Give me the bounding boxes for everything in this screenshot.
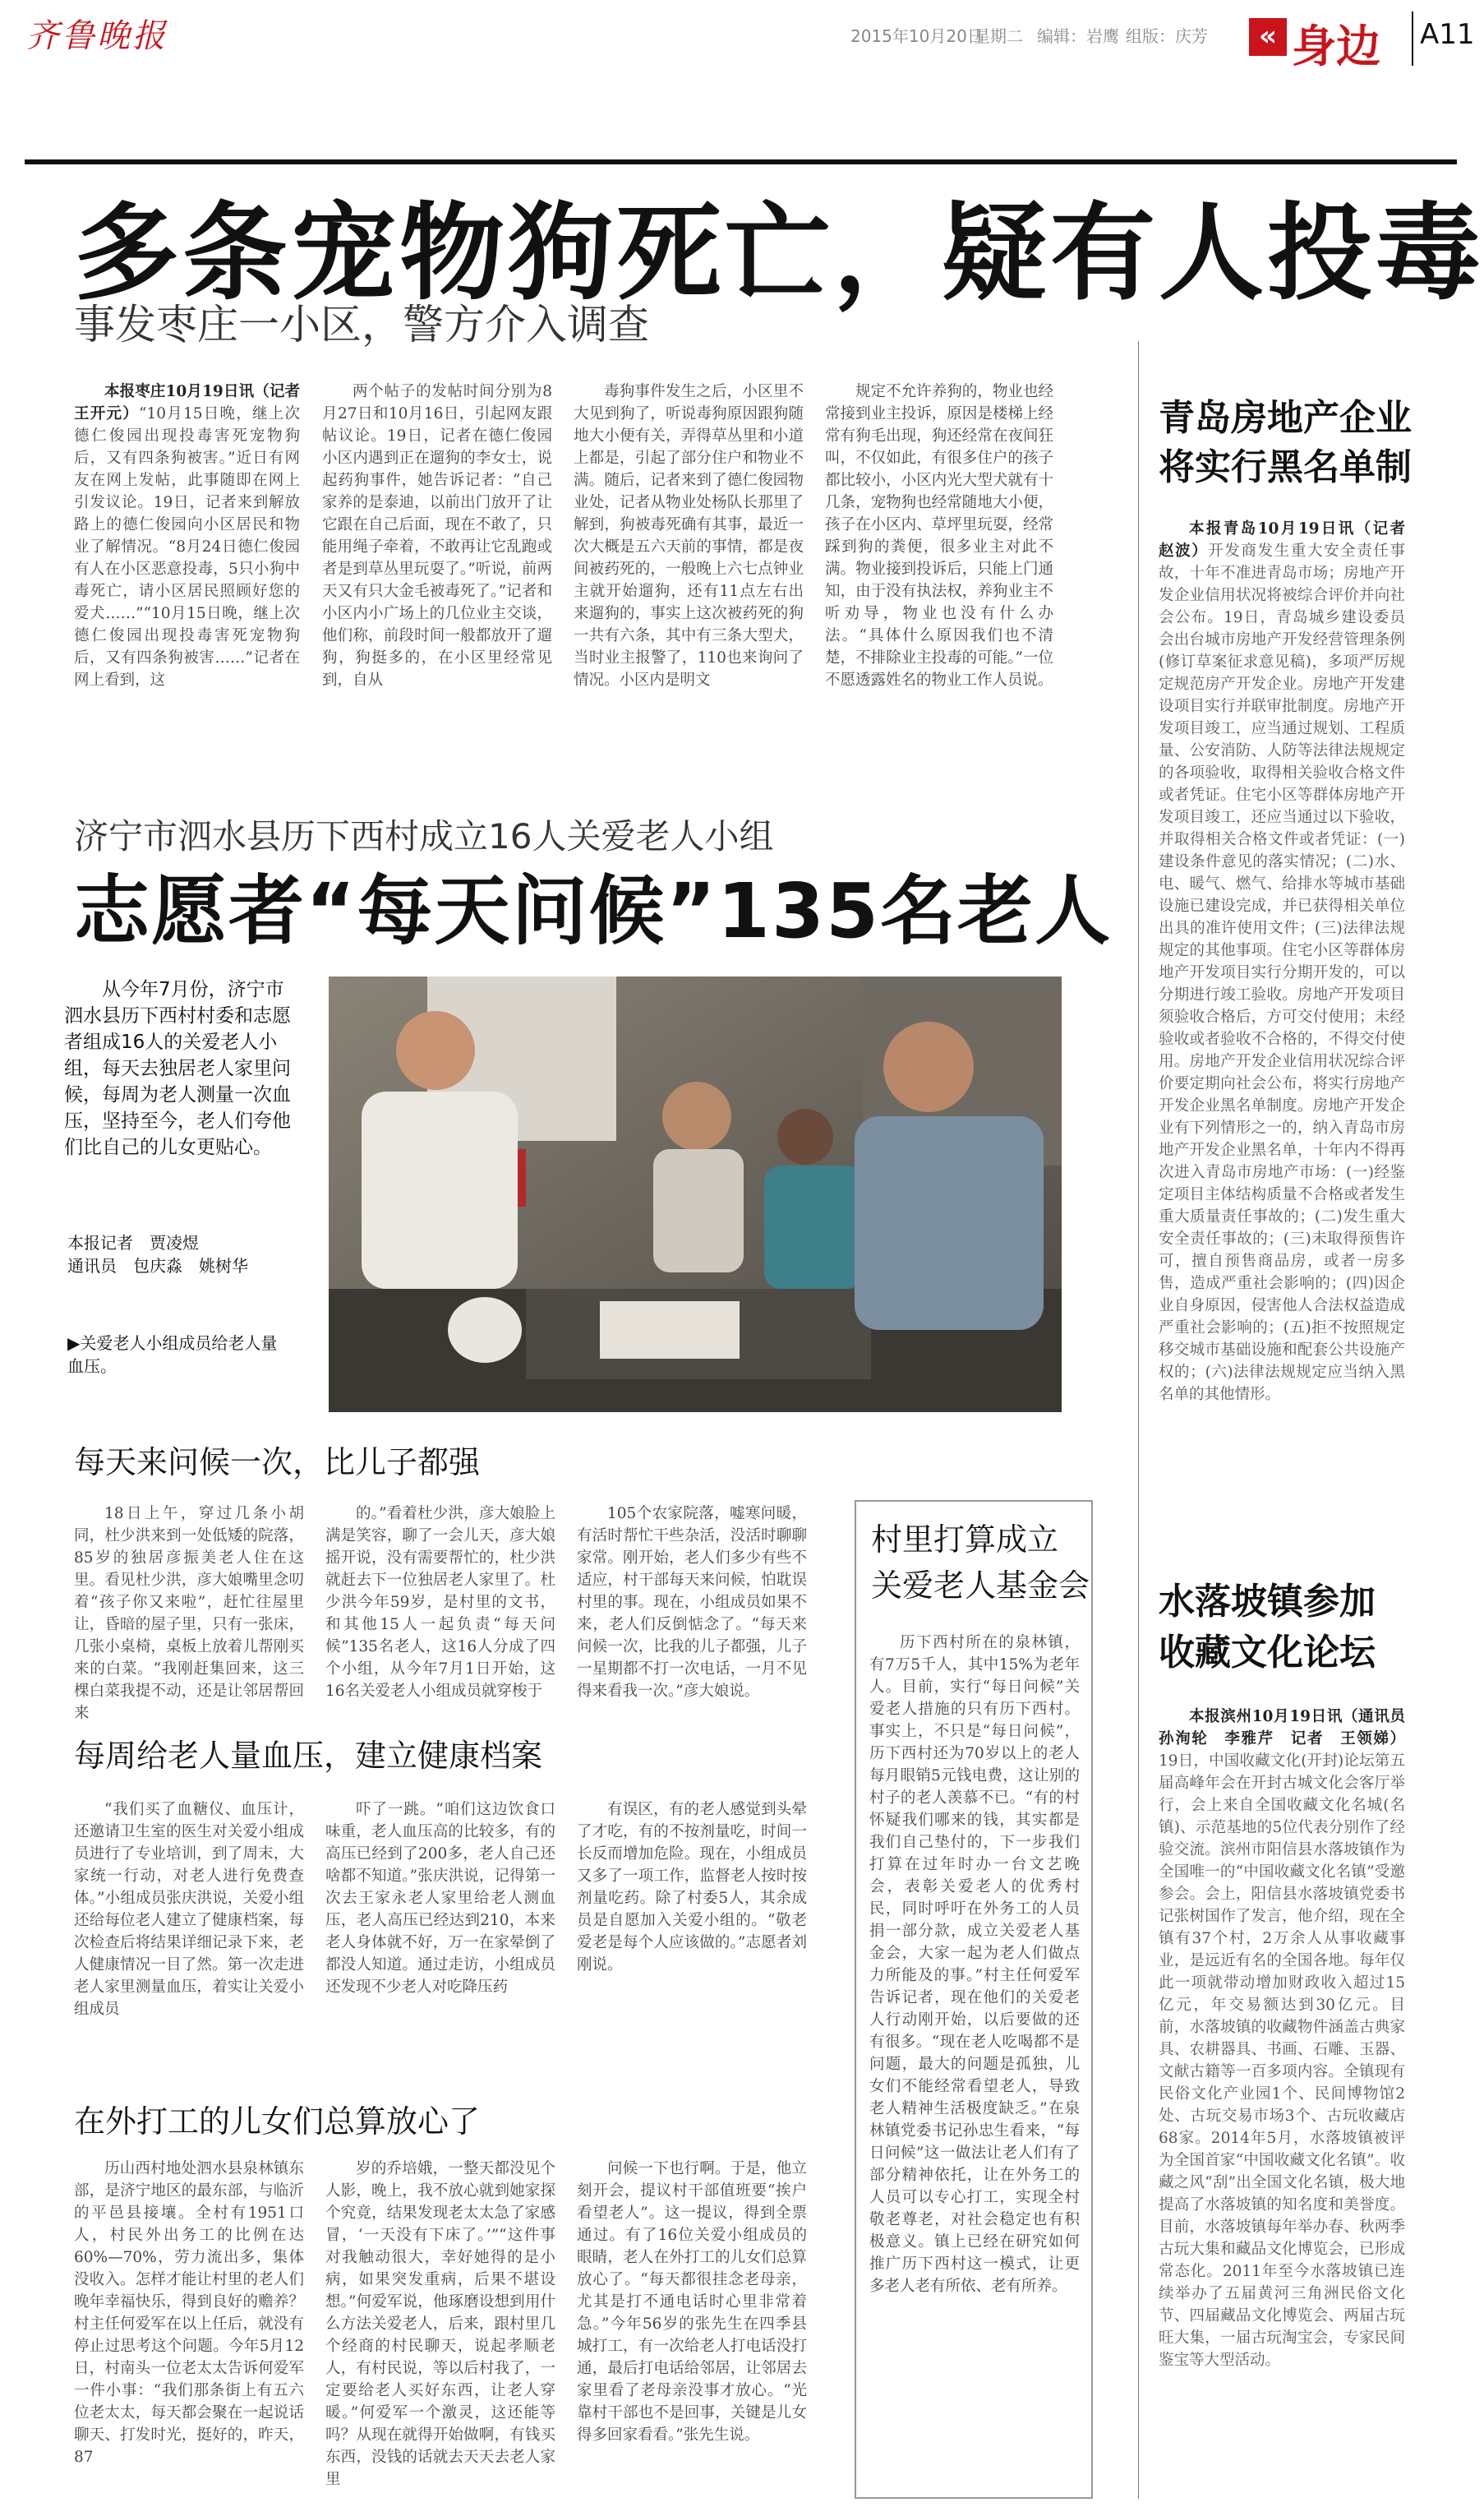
subhead-daily-visit: 每天来问候一次，比儿子都强 <box>74 1444 481 1480</box>
sub3-column-1 <box>74 2158 304 2495</box>
page-layout-credit: 组版：庆芳 <box>1126 26 1208 46</box>
fund-box-title-line1: 村里打算成立 <box>871 1521 1059 1558</box>
sub1-column-1 <box>74 1503 304 1722</box>
sub3-column-1-text: 历山西村地处泗水县泉林镇东部，是济宁地区的最东部，与临沂的平邑县接壤。全村有1951口人，村民外出务工的比例在达60%—70%，劳力流出多，集体没收入。怎样才能让村里的老人们晚年幸福快乐，得到良好的赡养？村主任何爱军在以上任后，就没有停止过思考这个问题。今年5月12日，村南头一位老太太告诉何爱军一件小事：“我们那条街上有五六位老太太，每天都会聚在一起说话聊天、打发时光，挺好的，昨天，87 <box>74 2160 304 2466</box>
story1-column-3 <box>574 381 804 736</box>
sub1-column-1-text: 18日上午，穿过几条小胡同，杜少洪来到一处低矮的院落，85岁的独居彦振美老人住在这里。看见杜少洪，彦大娘嘴里念叨着“孩子你又来啦”，赶忙往屋里让，昏暗的屋子里，只有一张床，几张小桌椅，桌板上放着儿帮刚买来的白菜。“我刚赶集回来，这三棵白菜我提不动，还是让邻居帮回来 <box>74 1505 304 1722</box>
story1-headline: 多条宠物狗死亡，疑有人投毒 <box>74 192 1484 315</box>
sidebar1-title-line2: 将实行黑名单制 <box>1159 446 1412 488</box>
header-divider <box>1412 12 1413 66</box>
page-editor: 编辑：岩鹰 <box>1037 26 1119 46</box>
story1-column-4-text: 规定不允许养狗的，物业也经常接到业主投诉，原因是楼梯上经常有狗毛出现，狗还经常在夜间狂叫，不仅如此，有很多住户的孩子都比较小，小区内光大型犬就有十几条，宠物狗也经常随地大小便，孩子在小区内、草坪里玩耍，经常踩到狗的粪便，很多业主对此不满。物业接到投诉后，只能上门通知，由于没有执法权，养狗业主不听劝导，物业也没有什么办法。“具体什么原因我们也不清楚，不排除业主投毒的可能。”一位不愿透露姓名的物业工作人员说。 <box>825 383 1053 689</box>
story2-kicker: 济宁市泗水县历下西村成立16人关爱老人小组 <box>74 816 774 856</box>
chevron-left-icon: « <box>1249 18 1287 56</box>
sidebar1-title-line1: 青岛房地产企业 <box>1159 397 1412 439</box>
sub2-column-2-text: 吓了一跳。“咱们这边饮食口味重，老人血压高的比较多，有的高压已经到了200多，老人自己还啥都不知道。”张庆洪说，记得第一次去王家永老人家里给老人测血压，老人高压已经达到210，本来老人身体就不好，万一在家晕倒了都没人知道。通过走访，小组成员还发现不少老人对吃降压药 <box>325 1801 555 1996</box>
subhead-blood-pressure: 每周给老人量血压，建立健康档案 <box>74 1738 543 1774</box>
story2-credit-reporter: 本报记者 贾凌煜 <box>67 1233 199 1253</box>
issue-date: 2015年10月20日 <box>850 26 984 46</box>
header-rule <box>25 159 1457 164</box>
sub1-column-3-text: 105个农家院落，嘘寒问暖，有活时帮忙干些杂活，没活时聊聊家常。刚开始，老人们多少有些不适应，村干部每天来问候，怕耽误村里的事。现在，小组成员如果不来，老人们反倒惦念了。“每天来问候一次，比我的儿子都强，儿子一星期都不打一次电话，一月不见得来看我一次。”彦大娘说。 <box>577 1505 807 1700</box>
sidebar2-text: 19日，中国收藏文化(开封)论坛第五届高峰年会在开封古城文化会客厅举行，会上来自全国收藏文化名城(名镇)、示范基地的5位代表分别作了经验交流。滨州市阳信县水落坡镇作为全国唯一的“中国收藏文化名镇”受邀参会。会上，阳信县水落坡镇党委书记张树国作了发言，他介绍，现在全镇有37个村，2万余人从事收藏事业，是远近有名的全国各地。每年仅此一项就带动增加财政收入超过15亿元，年交易额达到30亿元。目前，水落坡镇的收藏物件涵盖古典家具、农耕器具、书画、石雕、玉器、文献古籍等一百多项内容。全镇现有民俗文化产业园1个、民间博物馆2处、古玩交易市场3个、古玩收藏店68家。2014年5月，水落坡镇被评为全国首家“中国收藏文化名镇”。收藏之风“刮”出全国文化名镇，极大地提高了水落坡镇的知名度和美誉度。目前，水落坡镇每年举办春、秋两季古玩大集和藏品文化博览会，已形成常态化。2011年至今水落坡镇已连续举办了五届黄河三角洲民俗文化节、四届藏品文化博览会、两届古玩旺大集，一届古玩淘宝会，专家民间鉴宝等大型活动。 <box>1159 1752 1405 2369</box>
sidebar2-body <box>1159 1706 1421 2495</box>
story1-column-1 <box>74 381 316 736</box>
sub3-column-3-text: 问候一下也行啊。于是，他立刻开会，提议村干部值班要“挨户看望老人”。这一提议，得到全票通过。有了16位关爱小组成员的眼睛，老人在外打工的儿女们总算放心了。“每天都很挂念老母亲，尤其是打不通电话时心里非常着急。”今年56岁的张先生在四季县城打工，有一次给老人打电话没打通，最后打电话给邻居，让邻居去家里看了老母亲没事才放心。“光靠村干部也不是回事，关键是儿女得多回家看看。”张先生说。 <box>577 2160 807 2444</box>
sidebar2-byline: 本报滨州10月19日讯（通讯员 孙洵轮 李雅芹 记者 王领娣） <box>1159 1708 1421 1748</box>
subhead-children-relieved: 在外打工的儿女们总算放心了 <box>74 2103 481 2140</box>
story2-credit-correspondents: 通讯员 包庆淼 姚树华 <box>67 1256 248 1276</box>
story1-column-3-text: 毒狗事件发生之后，小区里不大见到狗了，听说毒狗原因跟狗随地大小便有关，弄得草丛里和小道上都是，引起了部分住户和物业不满。随后，记者来到了德仁俊园物业处，记者从物业处杨队长那里了解到，狗被毒死确有其事，最近一次大概是五六天前的事情，都是夜间被药死的，一般晚上六七点钟业主就开始遛狗，还有11点左右出来遛狗的，事实上这次被药死的狗一共有六条，其中有三条大型犬，当时业主报警了，110也来询问了情况。小区内是明文 <box>574 383 804 689</box>
photo-illustration <box>329 976 1062 1412</box>
story2-lead-text: 从今年7月份，济宁市泗水县历下西村村委和志愿者组成16人的关爱老人小组，每天去独居老人家里问候，每周为老人测量一次血压，坚持至今，老人们夸他们比自己的儿女更贴心。 <box>64 979 291 1158</box>
sidebar1-byline: 本报青岛10月19日讯（记者 赵波） <box>1159 520 1421 560</box>
sub2-column-1 <box>74 1798 304 2061</box>
sub2-column-2 <box>325 1798 555 2061</box>
sub3-column-2-text: 岁的乔培娥，一整天都没见个人影，晚上，我不放心就到她家探个究竟，结果发现老太太急了家感冒，‘一天没有下床了。’”“这件事对我触动很大，幸好她得的是小病，如果突发重病，后果不堪设想。”何爱军说，他琢磨设想到用什么方法关爱老人，后来，跟村里几个经商的村民聊天，说起孝顺老人，有村民说，等以后村我了，一定要给老人买好东西，让老人穿暖。”何爱军一个激灵，这还能等吗？从现在就得开始做啊，有钱买东西，没钱的话就去天天去老人家里 <box>325 2160 555 2488</box>
sidebar-divider <box>1138 341 1139 2499</box>
sub1-column-2-text: 的。”看着杜少洪，彦大娘脸上满是笑容，聊了一会儿天，彦大娘摇开说，没有需要帮忙的，杜少洪就赶去下一位独居老人家里了。杜少洪今年59岁，是村里的文书，和其他15人一起负责“每天问候”135名老人，这16人分成了四个小组，从今年7月1日开始，这16名关爱老人小组成员就穿梭于 <box>325 1505 555 1700</box>
story2-headline: 志愿者“每天问候”135名老人 <box>74 867 1112 955</box>
issue-weekday: 星期二 <box>974 26 1023 46</box>
volunteers-photo <box>329 976 1062 1412</box>
fund-box-text: 历下西村所在的泉林镇，有7万5千人，其中15%为老年人。目前，实行“每日问候”关爱老人措施的只有历下西村。事实上，不只是“每日问候”，历下西村还为70岁以上的老人每月眼销5元钱电费，这让别的村子的老人羡慕不已。“有的村怀疑我们哪来的钱，其实都是我们自己垫付的，下一步我们打算在过年时办一台文艺晚会，表彰关爱老人的优秀村民，同时呼吁在外务工的人员捐一部分款，成立关爱老人基金会，大家一起为老人们做点力所能及的事。”村主任何爱军告诉记者，现在他们的关爱老人行动刚开始，以后要做的还有很多。“现在老人吃喝都不是问题，最大的问题是孤独，儿女们不能经常看望老人，导致老人精神生活极度缺乏。”在泉林镇党委书记孙忠生看来，“每日问候”这一做法让老人们有了部分精神依托，让在外务工的人员可以专心打工，实现全村敬老尊老，对社会稳定也有积极意义。镇上已经在研究如何推广历下西村这一模式，让更多老人老有所依、老有所养。 <box>869 1634 1080 2295</box>
newspaper-logo: 齐鲁晚报 <box>26 17 168 55</box>
sub3-column-3 <box>577 2158 807 2495</box>
sidebar2-title-line2: 收藏文化论坛 <box>1159 1632 1376 1674</box>
sidebar1-body <box>1159 518 1421 1508</box>
fund-box-body <box>869 1632 1080 2486</box>
story1-column-2 <box>322 381 552 736</box>
story1-column-1-text: “10月15日晚，继上次德仁俊园出现投毒害死宠物狗后，又有四条狗被害。”近日有网友在网上发帖，此事随即在网上引发议论。19日，记者来到解放路上的德仁俊园向小区居民和物业了解情况。“8月24日德仁俊园有人在小区恶意投毒，5只小狗中毒死亡，请小区居民照顾好您的爱犬……”“10月15日晚，继上次德仁俊园出现投毒害死宠物狗后，又有四条狗被害……”记者在网上看到，这 <box>74 405 300 689</box>
sub2-column-3-text: 有误区，有的老人感觉到头晕了才吃，有的不按剂量吃，时间一长反而增加危险。现在，小组成员又多了一项工作，监督老人按时按剂量吃药。除了村委5人，其余成员是自愿加入关爱小组的。“敬老爱老是每个人应该做的。”志愿者刘刚说。 <box>577 1801 807 1974</box>
sub3-column-2 <box>325 2158 555 2495</box>
sub2-column-1-text: “我们买了血糖仪、血压计，还邀请卫生室的医生对关爱小组成员进行了专业培训，到了周末，大家统一行动，对老人进行免费查体。”小组成员张庆洪说，关爱小组还给每位老人建立了健康档案，每次检查后将结果详细记录下来，老人健康情况一目了然。第一次走进老人家里测量血压，着实让关爱小组成员 <box>74 1801 304 2018</box>
story1-column-4 <box>825 381 1053 736</box>
sub1-column-3 <box>577 1503 807 1700</box>
sidebar1-text: 开发商发生重大安全责任事故，十年不准进青岛市场；房地产开发企业信用状况将被综合评价并向社会公布。19日，青岛城乡建设委员会出台城市房地产开发经营管理条例(修订草案征求意见稿)，多项严厉规定规范房产开发企业。房地产开发建设项目实行并联审批制度。房地产开发项目竣工，应当通过规划、工程质量、公安消防、人防等法律法规规定的各项验收，取得相关验收合格文件或者凭证。住宅小区等群体房地产开发项目竣工，还应当通过以下验收，并取得相关合格文件或者凭证：(一)建设条件意见的落实情况；(二)水、电、暖气、燃气、给排水等城市基础设施已建设完成，并已获得相关单位出具的准许使用文件；(三)法律法规规定的其他事项。住宅小区等群体房地产开发项目实行分期开发的，可以分期进行竣工验收。房地产开发项目须验收合格后，方可交付使用；未经验收或者验收不合格的，不得交付使用。房地产开发企业信用状况综合评价要定期向社会公布，将实行房地产开发企业黑名单制度。房地产开发企业有下列情形之一的，纳入青岛市房地产开发企业黑名单，十年内不得再次进入青岛市房地产市场：(一)经鉴定项目主体结构质量不合格或者发生重大质量责任事故的；(二)发生重大安全责任事故的；(三)未取得预售许可，擅自预售商品房，或者一房多售，造成严重社会影响的；(四)因企业自身原因，侵害他人合法权益造成严重社会影响的；(五)拒不按照规定移交城市基础设施和配套公共设施产权的；(六)法律法规规定应当纳入黑名单的其他情形。 <box>1159 542 1405 1403</box>
sidebar2-title-line1: 水落坡镇参加 <box>1159 1581 1376 1623</box>
section-name: 身边 <box>1292 21 1380 72</box>
page-number: A11 <box>1420 18 1475 51</box>
story1-byline: 本报枣庄10月19日讯（记者 王开元） <box>74 383 316 422</box>
sub2-column-3 <box>577 1798 807 2061</box>
fund-box-title-line2: 关爱老人基金会 <box>871 1567 1090 1604</box>
story2-lead <box>64 976 298 1182</box>
story1-column-2-text: 两个帖子的发帖时间分别为8月27日和10月16日，引起网友跟帖议论。19日，记者在德仁俊园小区内遇到正在遛狗的李女士，说起药狗事件，她告诉记者：“自己家养的是泰迪，以前出门放开了让它跟在自己后面，现在不敢了，只能用绳子牵着，不敢再让它乱跑或者是到草丛里玩耍了。”听说，前两天又有只大金毛被毒死了。”记者和小区内小广场上的几位业主交谈，他们称，前段时间一般都放开了遛狗，狗挺多的，在小区里经常见到，自从 <box>322 383 552 689</box>
photo-caption: ▶关爱老人小组成员给老人量血压。 <box>67 1333 278 1376</box>
story1-subheadline: 事发枣庄一小区，警方介入调查 <box>74 301 649 349</box>
sub1-column-2 <box>325 1503 555 1700</box>
